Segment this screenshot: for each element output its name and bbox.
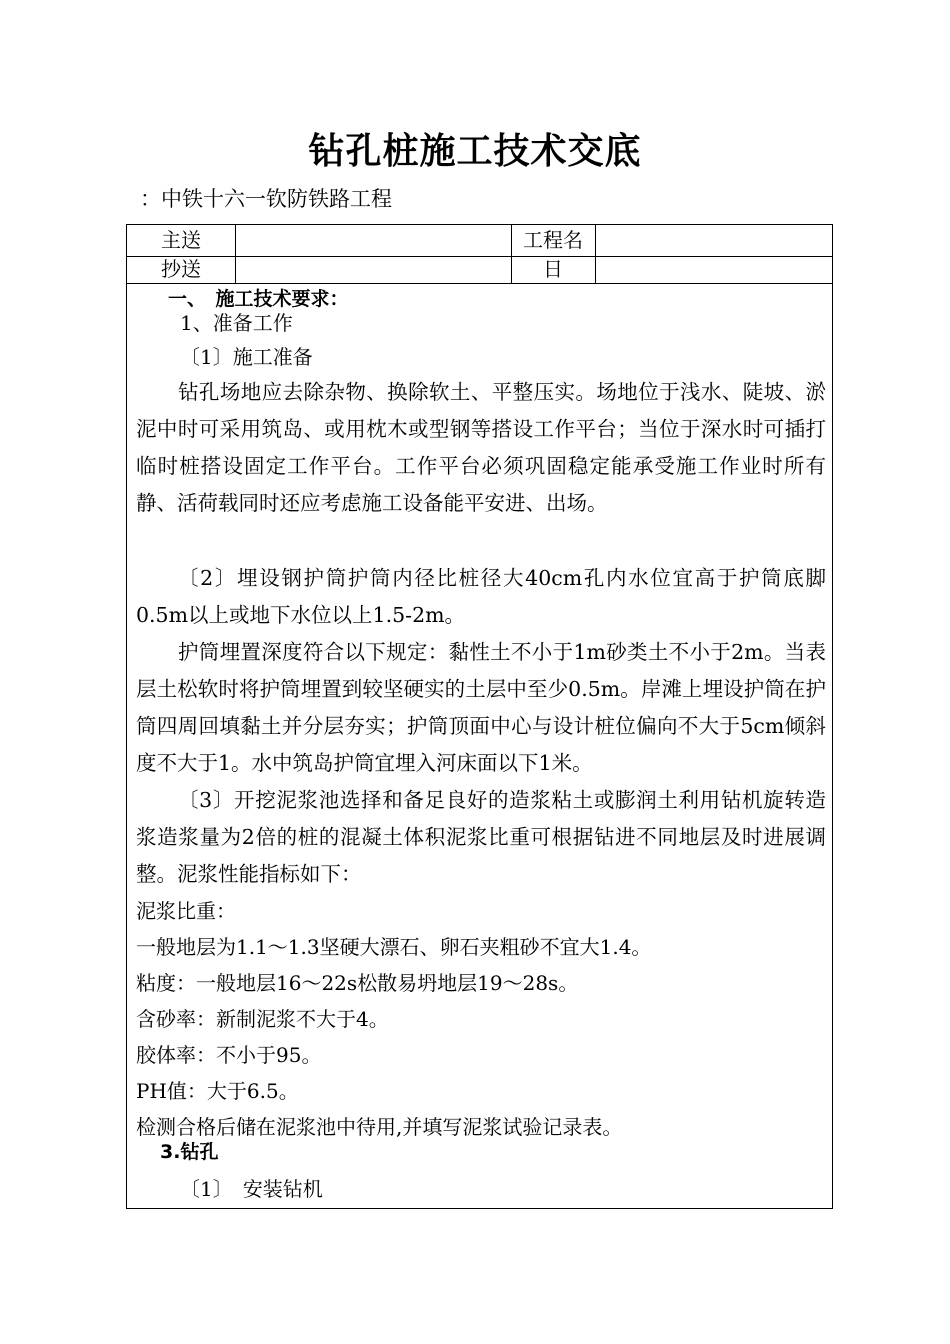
colloid-rate-line: 胶体率：不小于95。 (136, 1043, 322, 1067)
steel-casing-paragraph: 〔2〕埋设钢护筒护筒内径比桩径大40cm孔内水位宜高于护筒底脚0.5m以上或地下水位以上1.5-2m。 (136, 566, 826, 627)
construction-prep-heading: 〔1〕施工准备 (180, 345, 313, 369)
mud-density-label: 泥浆比重： (136, 899, 236, 923)
row-divider (127, 283, 832, 284)
project-name-label: 工程名 (523, 228, 583, 252)
mud-test-record-line: 检测合格后储在泥浆池中待用,并填写泥浆试验记录表。 (136, 1115, 623, 1139)
subsection-preparation-heading: 1、准备工作 (180, 311, 293, 335)
project-name-line: ：中铁十六一钦防铁路工程 (140, 187, 392, 211)
ph-value-line: PH值：大于6.5。 (136, 1079, 299, 1103)
section-1-heading: 一、 施工技术要求： (168, 288, 349, 310)
casing-depth-paragraph: 护筒埋置深度符合以下规定：黏性土不小于1m砂类土不小于2m。当表层土松软时将护筒埋置到较坚硬实的土层中至少0.5m。岸滩上埋设护筒在护筒四周回填黏土并分层夯实；护筒顶面中心与设计桩位偏向不大于5cm倾斜度不大于1。水中筑岛护筒宜埋入河床面以下1米。 (136, 640, 826, 775)
viscosity-line: 粘度：一般地层16～22s松散易坍地层19～28s。 (136, 971, 579, 995)
column-divider (235, 225, 236, 283)
document-title: 钻孔桩施工技术交底 (308, 130, 642, 172)
site-preparation-paragraph: 钻孔场地应去除杂物、换除软土、平整压实。场地位于浅水、陡坡、淤泥中时可采用筑岛、或用枕木或型钢等搭设工作平台；当位于深水时可插打临时桩搭设固定工作平台。工作平台必须巩固稳定能承受施工作业时所有静、活荷载同时还应考虑施工设备能平安进、出场。 (136, 380, 826, 515)
date-label: 日 (543, 257, 563, 281)
sand-content-line: 含砂率：新制泥浆不大于4。 (136, 1007, 389, 1031)
install-rig-heading: 〔1〕 安装钻机 (180, 1177, 323, 1201)
mud-density-value: 一般地层为1.1～1.3坚硬大漂石、卵石夹粗砂不宜大1.4。 (136, 935, 652, 959)
cc-recipient-label: 抄送 (161, 257, 201, 281)
main-recipient-label: 主送 (161, 228, 201, 252)
section-3-drilling-heading: 3.钻孔 (160, 1141, 219, 1163)
mud-pit-paragraph: 〔3〕开挖泥浆池选择和备足良好的造浆粘土或膨润土利用钻机旋转造浆造浆量为2倍的桩的混凝土体积泥浆比重可根据钻进不同地层及时进展调整。泥浆性能指标如下： (136, 788, 826, 886)
column-divider (595, 225, 596, 283)
